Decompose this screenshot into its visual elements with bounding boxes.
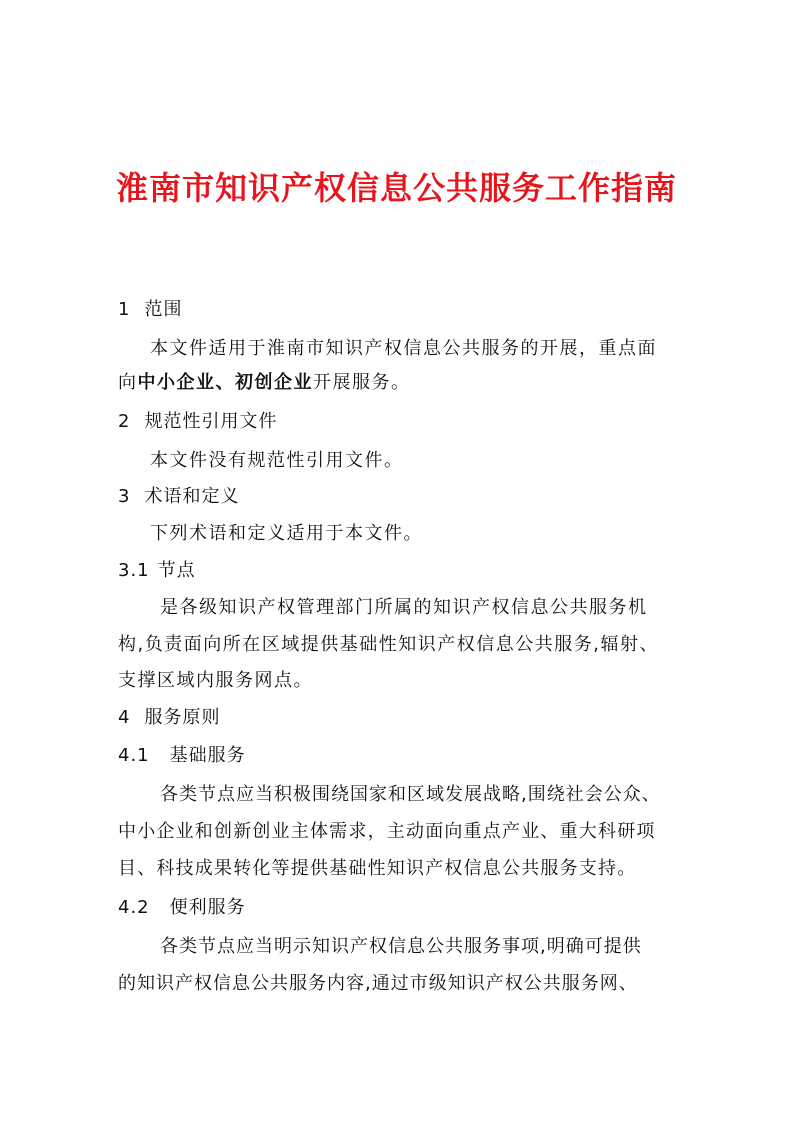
section-title: 基础服务 (169, 745, 246, 766)
section-number: 1 (118, 299, 131, 320)
section-4-1-line-3: 目、科技成果转化等提供基础性知识产权信息公共服务支持。 (118, 858, 637, 879)
section-3-1-line-2: 构,负责面向所在区域提供基础性知识产权信息公共服务,辐射、 (118, 634, 659, 655)
section-3-heading (118, 484, 239, 510)
section-number: 4 (118, 707, 131, 728)
section-title: 便利服务 (169, 897, 246, 918)
para-text: 向 (118, 372, 138, 393)
section-1-para-line-2 (118, 370, 411, 396)
document-title: 淮南市知识产权信息公共服务工作指南 (115, 169, 677, 207)
section-1-para-line-1: 本文件适用于淮南市知识产权信息公共服务的开展，重点面 (150, 338, 657, 359)
section-number: 2 (118, 411, 131, 432)
section-2-para: 本文件没有规范性引用文件。 (150, 450, 404, 471)
section-title: 术语和定义 (144, 486, 240, 507)
section-2-heading (118, 409, 277, 435)
section-4-1-heading (118, 743, 246, 769)
section-3-1-line-1: 是各级知识产权管理部门所属的知识产权信息公共服务机 (160, 597, 648, 618)
section-3-para: 下列术语和定义适用于本文件。 (150, 523, 423, 544)
section-4-2-line-2: 的知识产权信息公共服务内容,通过市级知识产权公共服务网、 (118, 973, 638, 994)
section-4-2-line-1: 各类节点应当明示知识产权信息公共服务事项,明确可提供 (160, 936, 642, 957)
section-4-1-line-2: 中小企业和创新创业主体需求，主动面向重点产业、重大科研项 (118, 821, 656, 842)
section-3-1-line-3: 支撑区域内服务网点。 (118, 670, 313, 691)
section-title: 规范性引用文件 (144, 411, 278, 432)
section-3-1-heading (118, 558, 196, 584)
section-title: 节点 (157, 560, 196, 581)
section-title: 服务原则 (144, 707, 221, 728)
section-4-heading (118, 705, 220, 731)
para-text: 开展服务。 (313, 372, 411, 393)
section-1-heading (118, 297, 182, 323)
section-number: 3.1 (118, 560, 150, 581)
section-number: 3 (118, 486, 131, 507)
section-number: 4.2 (118, 897, 150, 918)
para-bold-text: 中小企业、初创企业 (137, 372, 313, 393)
section-number: 4.1 (118, 745, 150, 766)
section-4-1-line-1: 各类节点应当积极围绕国家和区域发展战略,围绕社会公众、 (160, 784, 661, 805)
section-4-2-heading (118, 895, 246, 921)
section-title: 范围 (144, 299, 183, 320)
